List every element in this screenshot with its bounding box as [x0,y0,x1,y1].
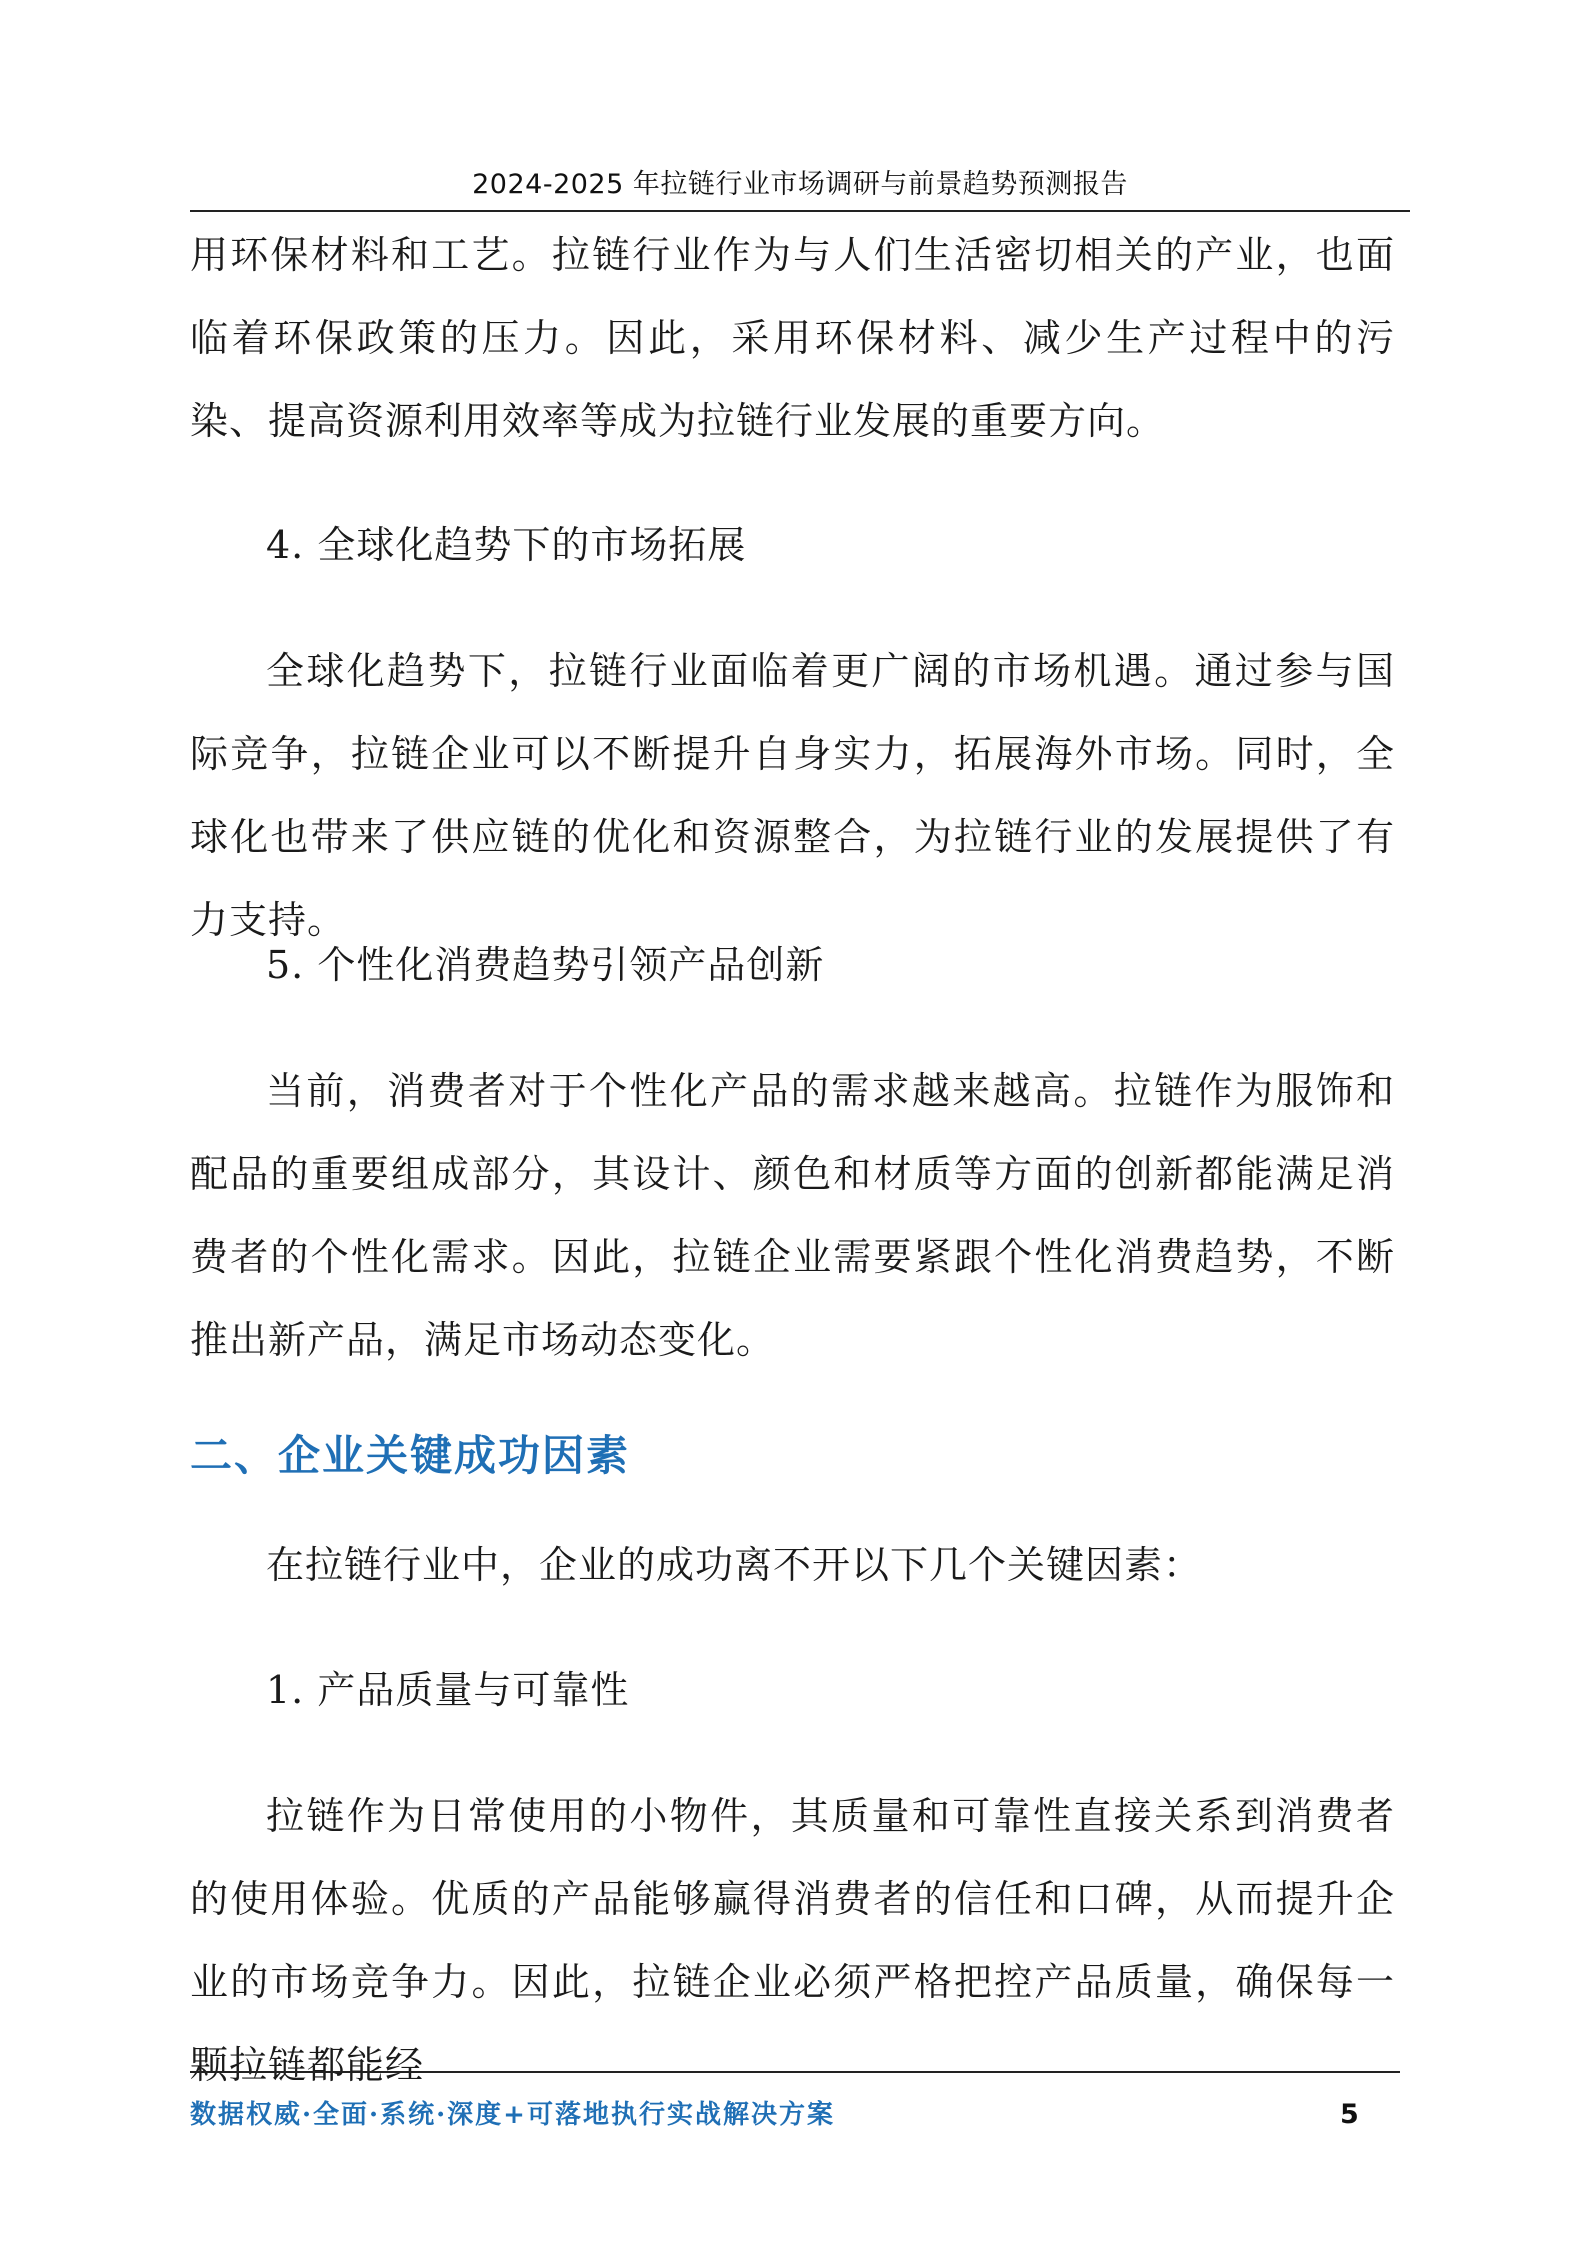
subheading-1: 1. 产品质量与可靠性 [266,1668,630,1712]
paragraph-continued: 用环保材料和工艺。拉链行业作为与人们生活密切相关的产业，也面临着环保政策的压力。因此，采用环保材料、减少生产过程中的污染、提高资源利用效率等成为拉链行业发展的重要方向。 [190,233,1395,443]
section-title: 二、企业关键成功因素 [190,1431,631,1480]
subheading-4: 4. 全球化趋势下的市场拓展 [266,523,747,567]
paragraph-4: 全球化趋势下，拉链行业面临着更广阔的市场机遇。通过参与国际竞争，拉链企业可以不断提升自身实力，拓展海外市场。同时，全球化也带来了供应链的优化和资源整合，为拉链行业的发展提供了有力支持。 [190,649,1395,942]
paragraph-1: 拉链作为日常使用的小物件，其质量和可靠性直接关系到消费者的使用体验。优质的产品能够赢得消费者的信任和口碑，从而提升企业的市场竞争力。因此，拉链企业必须严格把控产品质量，确保每一颗拉链都能经 [190,1794,1395,2087]
page-number: 5 [1340,2099,1359,2130]
paragraph-intro: 在拉链行业中，企业的成功离不开以下几个关键因素： [266,1543,1203,1587]
header-divider [190,210,1410,212]
paragraph-5: 当前，消费者对于个性化产品的需求越来越高。拉链作为服饰和配品的重要组成部分，其设计、颜色和材质等方面的创新都能满足消费者的个性化需求。因此，拉链企业需要紧跟个性化消费趋势，不断推出新产品，满足市场动态变化。 [190,1069,1395,1362]
footer-divider [190,2071,1400,2073]
header-title: 2024-2025 年拉链行业市场调研与前景趋势预测报告 [472,169,1128,200]
footer-slogan: 数据权威·全面·系统·深度+可落地执行实战解决方案 [190,2100,835,2130]
subheading-5: 5. 个性化消费趋势引领产品创新 [266,943,825,987]
